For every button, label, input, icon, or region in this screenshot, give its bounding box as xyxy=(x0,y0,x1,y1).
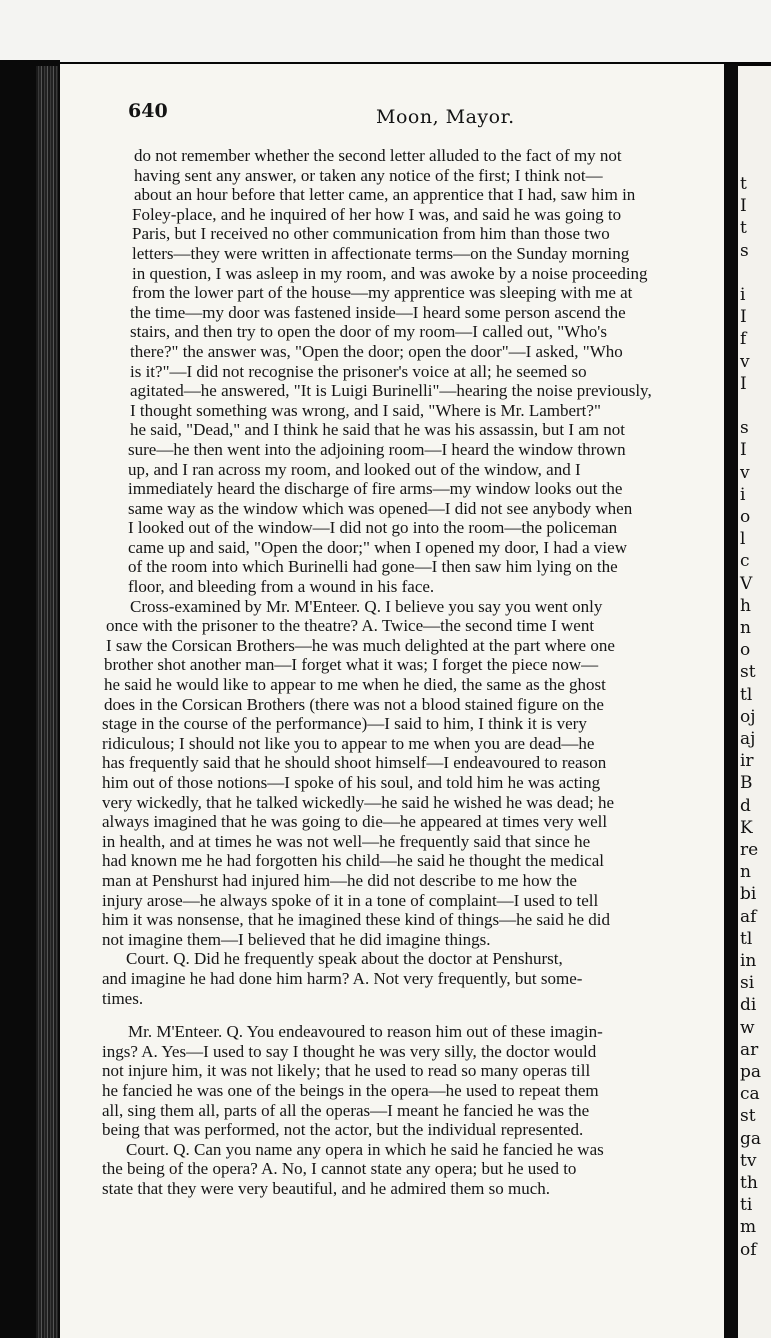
next-page-char: s xyxy=(740,418,749,439)
next-page-char: in xyxy=(740,951,757,971)
next-page-char: th xyxy=(740,1173,758,1193)
text-line: all, sing them all, parts of all the operas—I meant he fancied he was the xyxy=(102,1100,590,1120)
next-page-char: V xyxy=(740,573,753,594)
next-page-char: oj xyxy=(740,706,756,727)
text-line: Paris, but I received no other communication from him than those two xyxy=(132,224,610,244)
text-line: man at Penshurst had injured him—he did not describe to me how the xyxy=(102,870,577,890)
text-line: once with the prisoner to the theatre? A. Twice—the second time I went xyxy=(106,616,595,636)
text-line: he fancied he was one of the beings in the opera—he used to repeat them xyxy=(102,1080,599,1100)
next-page-char: c xyxy=(740,551,750,572)
next-page-char: K xyxy=(740,817,753,838)
next-page-char: i xyxy=(740,285,746,305)
next-page-char: ti xyxy=(740,1195,753,1216)
text-line: having sent any answer, or taken any notice of the first; I think not— xyxy=(134,165,603,185)
next-page-char: m xyxy=(740,1217,757,1238)
next-page-char: st xyxy=(740,1106,756,1127)
text-line: stage in the course of the performance)—I said to him, I think it is very xyxy=(102,714,587,734)
next-page-char: f xyxy=(740,329,747,350)
text-line: he said, "Dead," and I think he said that he was his assassin, but I am not xyxy=(130,420,625,440)
next-page-char: o xyxy=(740,507,751,527)
next-page-char: l xyxy=(740,529,746,550)
text-line: Foley-place, and he inquired of her how I was, and said he was going to xyxy=(132,204,622,224)
next-page-char: s xyxy=(740,240,749,261)
next-page-char: ca xyxy=(740,1084,760,1105)
next-page-char: af xyxy=(740,906,757,927)
next-page-char: I xyxy=(740,373,747,394)
next-page-char: ga xyxy=(740,1128,762,1149)
next-page-char: n xyxy=(740,618,751,638)
text-line: and imagine he had done him harm? A. Not very frequently, but some- xyxy=(102,968,583,988)
text-line: the time—my door was fastened inside—I heard some person ascend the xyxy=(130,302,626,322)
text-line: in question, I was asleep in my room, and was awoke by a noise proceeding xyxy=(132,263,648,283)
text-line: immediately heard the discharge of fire arms—my window looks out the xyxy=(128,479,623,499)
text-line: Court. Q. Can you name any opera in which he said he fancied he was xyxy=(126,1139,604,1159)
text-line: I thought something was wrong, and I said, "Where is Mr. Lambert?" xyxy=(130,400,601,420)
text-line xyxy=(102,1008,710,1022)
next-page-char: di xyxy=(740,995,757,1016)
text-line: the being of the opera? A. No, I cannot state any opera; but he used to xyxy=(102,1159,577,1179)
next-page-char: t xyxy=(740,218,747,239)
next-page-char: I xyxy=(740,196,747,217)
book-spine xyxy=(36,66,58,1338)
next-page-char: si xyxy=(740,973,755,994)
text-line: always imagined that he was going to die—he appeared at times very well xyxy=(102,812,608,832)
text-line: Mr. M'Enteer. Q. You endeavoured to reason him out of these imagin- xyxy=(128,1022,603,1042)
text-line: I looked out of the window—I did not go into the room—the policeman xyxy=(128,518,618,538)
text-line: ridiculous; I should not like you to appear to me when you are dead—he xyxy=(102,733,595,753)
text-line: not imagine them—I believed that he did imagine things. xyxy=(102,929,491,949)
text-line: up, and I ran across my room, and looked out of the window, and I xyxy=(128,459,581,479)
text-line: sure—he then went into the adjoining room—I heard the window thrown xyxy=(128,439,626,459)
next-page-char: ar xyxy=(740,1039,759,1060)
text-line: not injure him, it was not likely; that he used to read so many operas till xyxy=(102,1061,591,1081)
text-line: ings? A. Yes—I used to say I thought he was very silly, the doctor would xyxy=(102,1041,597,1061)
text-line: Cross-examined by Mr. M'Enteer. Q. I believe you say you went only xyxy=(130,596,603,616)
text-line: came up and said, "Open the door;" when I opened my door, I had a view xyxy=(128,537,627,557)
scan-top-border xyxy=(0,0,771,62)
next-page-char: re xyxy=(740,840,759,860)
text-line: floor, and bleeding from a wound in his face. xyxy=(128,577,435,597)
next-page-char: w xyxy=(740,1017,755,1038)
running-head: Moon, Mayor. xyxy=(376,106,515,128)
next-page-char: B xyxy=(740,773,753,794)
body-text xyxy=(102,146,710,1198)
next-page-char: v xyxy=(740,351,750,372)
text-line: him out of those notions—I spoke of his soul, and told him he was acting xyxy=(102,773,601,792)
next-page-char: h xyxy=(740,595,751,616)
next-page-char: pa xyxy=(740,1062,762,1082)
text-line: letters—they were written in affectionate terms—on the Sunday morning xyxy=(132,243,630,263)
text-line: has frequently said that he should shoot himself—I endeavoured to reason xyxy=(102,753,607,773)
next-page-char: t xyxy=(740,174,747,194)
next-page-char: tl xyxy=(740,684,753,705)
text-line: had known me he had forgotten his child—he said he thought the medical xyxy=(102,851,605,871)
text-line: he said he would like to appear to me when he died, the same as the ghost xyxy=(104,675,606,695)
text-line: from the lower part of the house—my apprentice was sleeping with me at xyxy=(132,283,633,303)
text-line: there?" the answer was, "Open the door; open the door"—I asked, "Who xyxy=(130,341,623,361)
text-line: in health, and at times he was not well—he frequently said that since he xyxy=(102,831,591,851)
next-page-char: st xyxy=(740,662,756,683)
text-line: agitated—he answered, "It is Luigi Burinelli"—hearing the noise previously, xyxy=(130,381,652,401)
text-line: Court. Q. Did he frequently speak about the doctor at Penshurst, xyxy=(126,949,563,969)
text-line: about an hour before that letter came, an apprentice that I had, saw him in xyxy=(134,185,636,205)
text-line: stairs, and then try to open the door of my room—I called out, "Who's xyxy=(130,322,607,342)
next-page-char: of xyxy=(740,1239,757,1260)
next-page-char: d xyxy=(740,795,751,816)
text-line: times. xyxy=(102,988,144,1008)
next-page-char: i xyxy=(740,484,746,505)
next-page-char: I xyxy=(740,440,747,461)
next-page-char: aj xyxy=(740,729,756,749)
text-line: do not remember whether the second letter alluded to the fact of my not xyxy=(134,146,622,165)
next-page-char: bi xyxy=(740,884,757,905)
text-line: state that they were very beautiful, and he admired them so much. xyxy=(102,1178,550,1198)
text-line: of the room into which Burinelli had gone—I then saw him lying on the xyxy=(128,557,618,577)
next-page-char: ir xyxy=(740,751,754,772)
page-gutter xyxy=(724,64,738,1338)
next-page-char: n xyxy=(740,862,751,883)
page-number: 640 xyxy=(128,100,168,122)
text-line: is it?"—I did not recognise the prisoner's voice at all; he seemed so xyxy=(130,361,587,381)
text-line: him it was nonsense, that he imagined these kind of things—he said he did xyxy=(102,910,611,930)
next-page-char: o xyxy=(740,640,751,661)
text-line: I saw the Corsican Brothers—he was much delighted at the part where one xyxy=(106,635,615,655)
text-line: brother shot another man—I forget what it was; I forget the piece now— xyxy=(104,655,599,675)
text-line: does in the Corsican Brothers (there was not a blood stained figure on the xyxy=(104,694,604,714)
next-page-char: tl xyxy=(740,928,753,949)
text-line: being that was performed, not the actor, but the individual represented. xyxy=(102,1120,584,1140)
next-page-char: v xyxy=(740,462,750,483)
text-line: injury arose—he always spoke of it in a tone of complaint—I used to tell xyxy=(102,890,599,910)
next-page-char: I xyxy=(740,307,747,328)
next-page-edge xyxy=(738,66,771,1338)
text-line: same way as the window which was opened—I did not see anybody when xyxy=(128,498,633,518)
next-page-char: tv xyxy=(740,1150,757,1171)
text-line: very wickedly, that he talked wickedly—he said he wished he was dead; he xyxy=(102,792,615,812)
